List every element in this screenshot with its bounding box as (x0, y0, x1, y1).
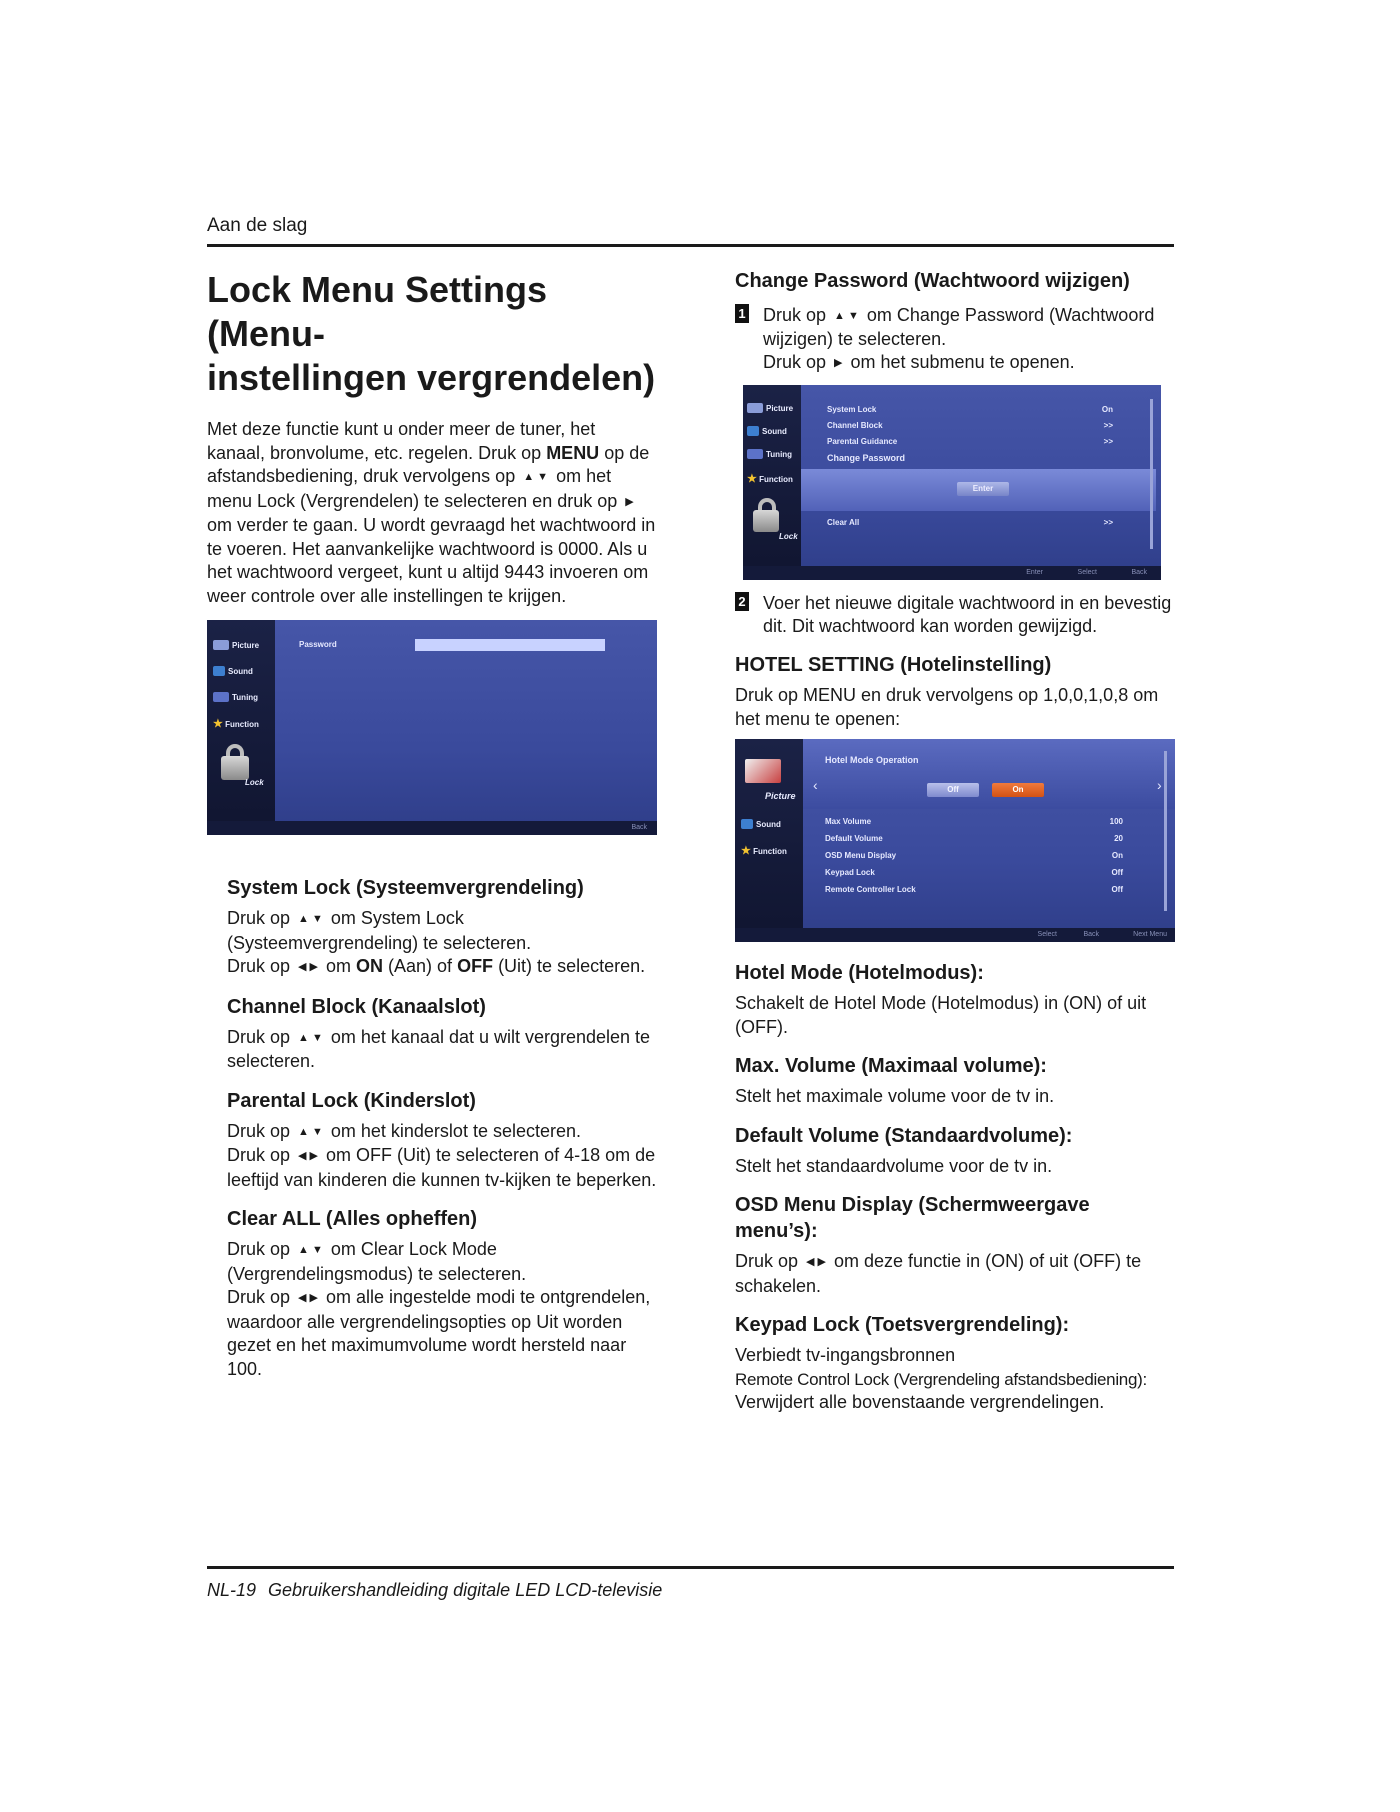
hotel-options (735, 960, 1175, 1415)
up-down-arrows-icon: ▲ ▼ (834, 310, 859, 322)
row-parental-guidance[interactable]: Parental Guidance (827, 437, 898, 446)
change-password-heading: Change Password (Wachtwoord wijzigen) (735, 270, 1130, 292)
footer-rule (207, 1566, 1174, 1569)
parental-lock-section: Parental Lock (Kinderslot) Druk op ▲ ▼ om het kinderslot te selecteren. Druk op ◀ ▶ om OFF (Uit) te selecteren of 4-18 om de leeftijd van kinderen die kunnen tv-kijken te beperken. (227, 1089, 657, 1190)
change-password-screen: Picture Sound Tuning ★ Function Lock System Lock On Channel Block >> Parental Guidance >> Change Password Enter Clear All >> Enter Select Back (743, 385, 1161, 580)
menu-item-picture: Picture (747, 403, 793, 413)
hotel-mode-screen: Picture Sound ★ Function Hotel Mode Operation ‹ › Off On Max Volume 100 Default Volume 20 OSD Menu Display On Keypad Lock Off Remote Controller Lock Off Select Back Next Menu (735, 739, 1175, 942)
tv-footer: Select Back Next Menu (735, 928, 1175, 942)
menu-item-sound: Sound (741, 819, 781, 829)
row-change-password[interactable]: Change Password (827, 453, 906, 463)
keypad-lock-section: Keypad Lock (Toetsvergrendeling): Verbiedt tv-ingangsbronnen Remote Control Lock (Vergrendeling afstandsbediening): Verwijdert alle bovenstaande vergrendelingen. (735, 1314, 1147, 1412)
header-rule (207, 244, 1174, 247)
left-right-arrows-icon: ◀ ▶ (806, 1256, 827, 1268)
step-2: 2 Voer het nieuwe digitale wachtwoord in en bevestig dit. Dit wachtwoord kan worden gewijzigd. (735, 592, 1175, 638)
right-arrow-icon: ▶ (625, 495, 634, 508)
chevron-left-icon[interactable]: ‹ (813, 777, 818, 793)
enter-button[interactable]: Enter (957, 482, 1009, 496)
row-max-volume[interactable]: Max Volume (825, 817, 872, 826)
star-icon: ★ (747, 473, 757, 485)
menu-item-function: ★ Function (741, 845, 787, 857)
left-column (207, 268, 657, 1395)
menu-item-sound: Sound (747, 426, 787, 436)
row-osd-menu-display[interactable]: OSD Menu Display (825, 851, 897, 860)
row-channel-block[interactable]: Channel Block (827, 421, 883, 430)
left-right-arrows-icon: ◀ ▶ (298, 1150, 319, 1162)
menu-item-sound: Sound (213, 666, 253, 676)
row-system-lock[interactable]: System Lock (827, 405, 877, 414)
menu-item-picture: Picture (765, 791, 796, 801)
row-remote-controller-lock[interactable]: Remote Controller Lock (825, 885, 916, 894)
password-field[interactable] (415, 639, 605, 651)
picture-icon (745, 759, 781, 783)
menu-item-picture: Picture (213, 640, 259, 650)
default-volume-section: Default Volume (Standaardvolume): Stelt het standaardvolume voor de tv in. (735, 1124, 1073, 1176)
hotel-setting-text: Druk op MENU en druk vervolgens op 1,0,0,1,0,8 om het menu te openen: (735, 685, 1159, 729)
system-lock-section: System Lock (Systeemvergrendeling) Druk op ▲ ▼ om System Lock (Systeemvergrendeling) te selecteren. Druk op ◀ ▶ om ON (Aan) of OFF (Uit) te selecteren. (227, 875, 657, 980)
channel-block-section: Channel Block (Kanaalslot) Druk op ▲ ▼ om het kanaal dat u wilt vergrendelen te selecteren. (227, 995, 651, 1071)
up-down-arrows-icon: ▲ ▼ (298, 1244, 323, 1256)
page-footer (207, 1580, 662, 1601)
up-down-arrows-icon: ▲ ▼ (523, 471, 549, 483)
hotel-mode-title: Hotel Mode Operation (825, 755, 919, 765)
intro-paragraph: Met deze functie kunt u onder meer de tuner, het kanaal, bronvolume, etc. regelen. Druk op MENU op de afstandsbediening, druk vervolgens op ▲ ▼ om het menu Lock (Vergrendelen) te selecteren en druk op ▶ om verder te gaan. U wordt gevraagd het wachtwoord in te voeren. Het aanvankelijke wachtwoord is 0000. Als u het wachtwoord vergeet, kunt u altijd 9443 invoeren om weer controle over alle instellingen te krijgen. (207, 419, 656, 606)
tv-footer: Enter Select Back (743, 566, 1161, 580)
hotel-off-button[interactable]: Off (927, 783, 979, 797)
up-down-arrows-icon: ▲ ▼ (298, 1125, 323, 1138)
clear-all-section: Clear ALL (Alles opheffen) Druk op ▲ ▼ om Clear Lock Mode (Vergrendelingsmodus) te selecteren. Druk op ◀ ▶ om alle ingestelde modi te ontgrendelen, waardoor alle vergrendelingsopties op Uit worden gezet en het maximumvolume wordt hersteld naar 100. (227, 1208, 651, 1379)
menu-item-tuning: Tuning (213, 692, 258, 702)
left-right-arrows-icon: ◀ ▶ (298, 1292, 319, 1304)
page-number: NL-19 (207, 1580, 257, 1600)
hotel-on-button[interactable]: On (992, 783, 1044, 797)
up-down-arrows-icon: ▲ ▼ (298, 1031, 323, 1044)
star-icon: ★ (213, 718, 223, 730)
star-icon: ★ (741, 845, 751, 857)
hotel-mode-header (803, 739, 1175, 809)
page-title: Lock Menu Settings (Menu- instellingen vergrendelen) (207, 269, 656, 398)
left-right-arrows-icon: ◀ ▶ (298, 961, 319, 973)
tv-footer: Back (207, 821, 657, 835)
menu-item-lock: Lock (779, 532, 798, 541)
row-keypad-lock[interactable]: Keypad Lock (825, 868, 875, 877)
manual-title: Gebruikershandleiding digitale LED LCD-televisie (268, 1580, 663, 1600)
max-volume-section: Max. Volume (Maximaal volume): Stelt het maximale volume voor de tv in. (735, 1055, 1055, 1106)
up-down-arrows-icon: ▲ ▼ (298, 913, 323, 925)
osd-menu-section: OSD Menu Display (Schermweergave menu’s): Druk op ◀ ▶ om deze functie in (ON) of uit (OFF) te schakelen. (735, 1194, 1142, 1296)
hotel-setting-heading: HOTEL SETTING (Hotelinstelling) (735, 654, 1052, 676)
menu-item-function: ★ Function (747, 473, 793, 485)
row-default-volume[interactable]: Default Volume (825, 834, 883, 843)
password-screen (207, 620, 657, 835)
section-header: Aan de slag (207, 215, 308, 236)
row-clear-all[interactable]: Clear All (827, 518, 860, 527)
right-column (735, 268, 1175, 1429)
step-1: 1 Druk op ▲ ▼ om Change Password (Wachtwoord wijzigen) te selecteren. Druk op ▶ om het submenu te openen. (735, 304, 1175, 375)
hotel-mode-section: Hotel Mode (Hotelmodus): Schakelt de Hotel Mode (Hotelmodus) in (ON) of uit (OFF). (735, 962, 1147, 1037)
right-arrow-icon: ▶ (834, 357, 843, 369)
menu-item-function: ★ Function (213, 718, 259, 730)
lock-options (207, 875, 657, 1381)
chevron-right-icon[interactable]: › (1157, 777, 1162, 793)
password-label: Password (299, 640, 337, 649)
menu-item-lock: Lock (245, 778, 264, 787)
scrollbar[interactable] (1150, 399, 1153, 549)
scrollbar[interactable] (1164, 751, 1167, 911)
menu-item-tuning: Tuning (747, 449, 792, 459)
